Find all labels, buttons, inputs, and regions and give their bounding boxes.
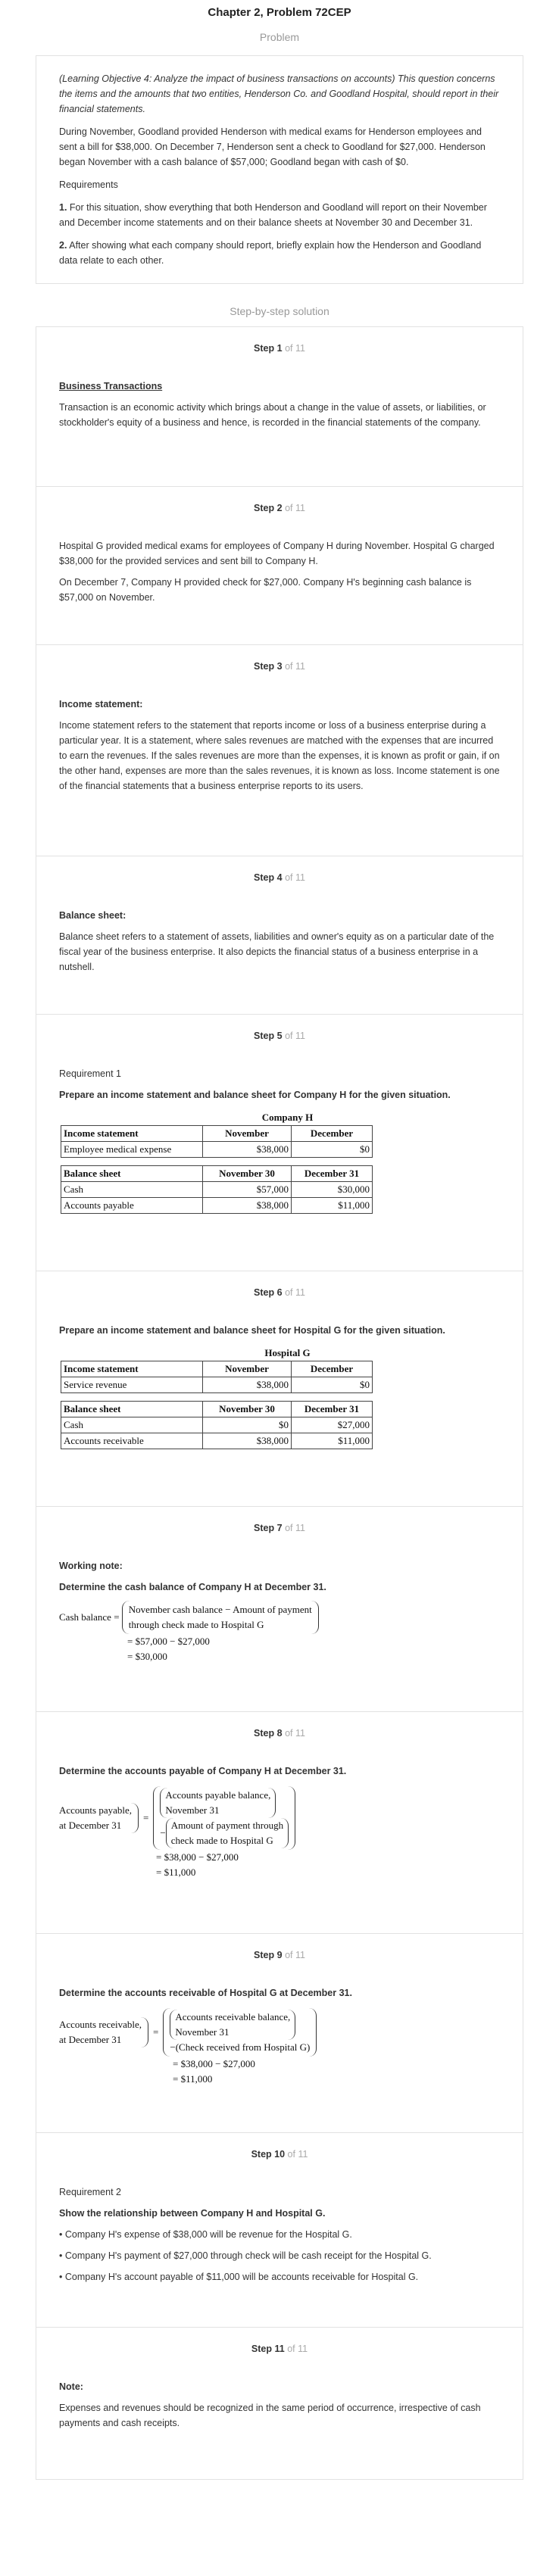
step-5 [36, 1015, 523, 1271]
step-heading: Balance sheet: [59, 910, 126, 921]
step-text: Transaction is an economic activity which brings about a change in the value of assets, or liabilities, or stockholder's equity of a business and hence, is recorded in the financial statements of the company. [59, 402, 486, 428]
col-header: December 31 [292, 1166, 373, 1182]
step-10 [36, 2133, 523, 2328]
equals-sign: = [143, 1812, 149, 1823]
formula-inner-paren: Accounts receivable balance, November 31 [170, 2010, 295, 2040]
row-label: Accounts receivable [61, 1433, 203, 1449]
step-2 [36, 487, 523, 645]
col-header: December [292, 1361, 373, 1377]
col-header: November 30 [203, 1166, 292, 1182]
formula-line: = $30,000 [127, 1651, 167, 1662]
step-heading: Note: [59, 2381, 83, 2392]
col-header: December [292, 1126, 373, 1142]
step-text: Balance sheet refers to a statement of assets, liabilities and owner's equity as on a particular date of the fiscal year of the business enterprise. It also depicts the financial status of a business enterprise in a nutshell. [59, 931, 495, 972]
formula-line: −(Check received from Hospital G) [170, 2041, 311, 2053]
step-header: Step 3 of 11 [254, 661, 305, 672]
requirement-label: Requirement 1 [59, 1068, 121, 1079]
equals-sign: = [153, 2026, 159, 2038]
cell-value: $30,000 [292, 1182, 373, 1198]
formula-lhs: Accounts receivable, at December 31 [59, 2017, 148, 2047]
list-item: • Company H's expense of $38,000 will be revenue for the Hospital G. [59, 2229, 352, 2240]
col-header: November [203, 1126, 292, 1142]
step-3 [36, 645, 523, 856]
cell-value: $38,000 [203, 1433, 292, 1449]
formula-paren [153, 1786, 295, 1850]
accounts-receivable-formula [59, 2008, 500, 2087]
formula-line: through check made to Hospital G [128, 1619, 264, 1630]
step-4 [36, 856, 523, 1015]
working-note-label: Working note: [59, 1561, 123, 1571]
cell-value: $57,000 [203, 1182, 292, 1198]
minus-sign: − [160, 1827, 166, 1838]
formula-lhs: Cash balance [59, 1611, 111, 1623]
formula-line: = $11,000 [173, 2073, 213, 2085]
formula-lhs: Accounts payable, at December 31 [59, 1803, 139, 1833]
step-heading: Income statement: [59, 699, 143, 709]
step-text: Income statement refers to the statement that reports income or loss of a business enterprise during a particular year. It is a statement, where sales revenues are matched with the expenses that are incurred to earn the revenues. If the sales revenues are more than the expenses, it is known as profit or gain, if on the other hand, expenses are more than the sales revenues, it is known as loss. Income statement is one of the financial statements that a business enterprise reports to its users. [59, 720, 500, 791]
formula-line: = $38,000 − $27,000 [156, 1851, 239, 1863]
step-text: Hospital G provided medical exams for employees of Company H during November. Hospital G charged $38,000 for the provided services and sent bill to Company H. [59, 541, 495, 566]
formula-inner-paren: Accounts payable balance, November 31 [160, 1788, 276, 1818]
row-label: Cash [61, 1417, 203, 1433]
cell-value: $38,000 [203, 1377, 292, 1393]
income-statement-label: Income statement [61, 1361, 203, 1377]
step-heading: Prepare an income statement and balance sheet for Company H for the given situation. [59, 1090, 451, 1100]
cell-value: $11,000 [292, 1198, 373, 1214]
row-label: Accounts payable [61, 1198, 203, 1214]
step-heading: Determine the cash balance of Company H at December 31. [59, 1582, 326, 1592]
step-heading: Prepare an income statement and balance sheet for Hospital G for the given situation. [59, 1325, 445, 1336]
formula-inner-paren: Amount of payment through check made to Hospital G [166, 1818, 289, 1848]
problem-paragraph: During November, Goodland provided Henderson with medical exams for Henderson employees and sent a bill for $38,000. On December 7, Henderson sent a check to Goodland for $27,000. Henderson began November with a cash balance of $57,000; Goodland began with cash of $0. [59, 126, 486, 167]
step-header: Step 11 of 11 [251, 2344, 308, 2354]
step-text: On December 7, Company H provided check for $27,000. Company H's beginning cash balance is $57,000 on November. [59, 577, 472, 603]
list-item: • Company H's payment of $27,000 through check will be cash receipt for the Hospital G. [59, 2250, 432, 2261]
cell-value: $11,000 [292, 1433, 373, 1449]
step-heading: Determine the accounts payable of Company H at December 31. [59, 1766, 347, 1776]
cash-balance-formula [59, 1601, 500, 1664]
step-1 [36, 326, 523, 487]
step-header: Step 6 of 11 [254, 1287, 305, 1298]
cell-value: $0 [292, 1142, 373, 1158]
entity-name: Company H [261, 1112, 314, 1123]
step-heading: Business Transactions [59, 381, 163, 391]
problem-card [36, 55, 523, 284]
list-item: • Company H's account payable of $11,000 will be accounts receivable for Hospital G. [59, 2272, 419, 2282]
step-header: Step 10 of 11 [251, 2149, 308, 2160]
requirement-label: Requirement 2 [59, 2187, 121, 2197]
formula-paren [163, 2008, 317, 2057]
requirement-2: 2. After showing what each company should report, briefly explain how the Henderson and Goodland data relate to each other. [59, 240, 482, 266]
formula-line: = $57,000 − $27,000 [127, 1636, 210, 1647]
cell-value: $0 [292, 1377, 373, 1393]
formula-line: = $11,000 [156, 1867, 196, 1878]
step-header: Step 8 of 11 [254, 1728, 305, 1739]
problem-label: Problem [259, 31, 300, 43]
solution-label: Step-by-step solution [230, 305, 329, 317]
requirements-label: Requirements [59, 179, 118, 190]
col-header: November 30 [203, 1402, 292, 1417]
step-header: Step 7 of 11 [254, 1523, 305, 1533]
step-heading: Determine the accounts receivable of Hospital G at December 31. [59, 1988, 352, 1998]
step-header: Step 4 of 11 [254, 872, 305, 883]
balance-sheet-label: Balance sheet [61, 1166, 203, 1182]
formula-line: November cash balance − Amount of payment [128, 1604, 312, 1615]
step-header: Step 2 of 11 [254, 503, 305, 513]
cell-value: $27,000 [292, 1417, 373, 1433]
accounts-payable-formula [59, 1786, 500, 1880]
requirement-1: 1. For this situation, show everything that both Henderson and Goodland will report on their November and December income statements and on their balance sheets at November 30 and December 31. [59, 202, 487, 228]
row-label: Cash [61, 1182, 203, 1198]
row-label: Service revenue [61, 1377, 203, 1393]
entity-name: Hospital G [264, 1347, 311, 1358]
step-header: Step 1 of 11 [254, 343, 305, 354]
step-header: Step 5 of 11 [254, 1031, 305, 1041]
row-label: Employee medical expense [61, 1142, 203, 1158]
step-11 [36, 2328, 523, 2480]
equals-sign: = [114, 1611, 120, 1623]
income-statement-label: Income statement [61, 1126, 203, 1142]
hospital-g-statement-table [61, 1346, 373, 1449]
cell-value: $0 [203, 1417, 292, 1433]
company-h-statement-table [61, 1110, 373, 1214]
step-header: Step 9 of 11 [254, 1950, 305, 1960]
balance-sheet-label: Balance sheet [61, 1402, 203, 1417]
step-9 [36, 1934, 523, 2133]
step-7 [36, 1507, 523, 1712]
problem-intro: (Learning Objective 4: Analyze the impact of business transactions on accounts) This question concerns the items and the amounts that two entities, Henderson Co. and Goodland Hospital, should report in their financial statements. [59, 73, 499, 114]
cell-value: $38,000 [203, 1198, 292, 1214]
page-title: Chapter 2, Problem 72CEP [208, 6, 351, 19]
step-text: Expenses and revenues should be recognized in the same period of occurrence, irrespective of cash payments and cash receipts. [59, 2403, 481, 2428]
step-6 [36, 1271, 523, 1507]
col-header: November [203, 1361, 292, 1377]
cell-value: $38,000 [203, 1142, 292, 1158]
step-heading: Show the relationship between Company H and Hospital G. [59, 2208, 326, 2219]
formula-paren [122, 1601, 319, 1634]
step-8 [36, 1712, 523, 1934]
col-header: December 31 [292, 1402, 373, 1417]
formula-line: = $38,000 − $27,000 [173, 2058, 255, 2069]
